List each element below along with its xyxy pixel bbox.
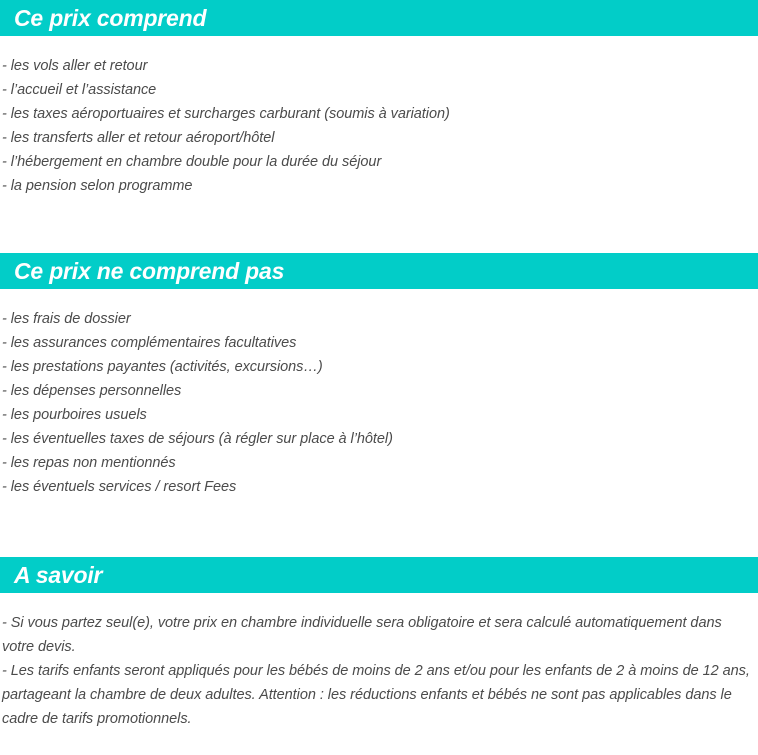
included-list [2,54,754,198]
spacer [0,593,758,611]
list-item: - la pension selon programme [2,178,193,194]
list-item: - les frais de dossier [2,311,131,327]
list-item: - l’hébergement en chambre double pour la durée du séjour [2,154,382,170]
paragraph: - Si vous partez seul(e), votre prix en chambre individuelle sera obligatoire et sera calculé automatiquement dans votre devis. [2,615,722,655]
list-item: - l’accueil et l’assistance [2,82,157,98]
paragraph: - Les tarifs enfants seront appliqués pour les bébés de moins de 2 ans et/ou pour les enfants de 2 à moins de 12 ans, partageant la chambre de deux adultes. Attention : les réductions enfants et bébés ne sont pas applicables dans le cadre de tarifs promotionnels. [2,663,750,727]
section-title-not-included: Ce prix ne comprend pas [14,258,285,284]
section-body-good-to-know [0,611,758,731]
list-item: - les transferts aller et retour aéroport/hôtel [2,130,275,146]
list-item: - les éventuels services / resort Fees [2,479,237,495]
spacer [0,198,758,253]
section-title-good-to-know: A savoir [14,562,103,588]
section-body-not-included [0,307,758,499]
section-header-included [0,0,758,36]
section-title-included: Ce prix comprend [14,5,207,31]
list-item: - les pourboires usuels [2,407,147,423]
spacer [0,499,758,557]
list-item: - les prestations payantes (activités, excursions…) [2,359,323,375]
spacer [0,36,758,54]
spacer [0,289,758,307]
list-item: - les repas non mentionnés [2,455,176,471]
not-included-list [2,307,754,499]
section-header-not-included [0,253,758,289]
section-body-included [0,54,758,198]
list-item: - les taxes aéroportuaires et surcharges carburant (soumis à variation) [2,106,450,122]
section-header-good-to-know [0,557,758,593]
list-item: - les dépenses personnelles [2,383,182,399]
list-item: - les éventuelles taxes de séjours (à régler sur place à l’hôtel) [2,431,393,447]
list-item: - les assurances complémentaires facultatives [2,335,297,351]
list-item: - les vols aller et retour [2,58,148,74]
good-to-know-paragraphs [2,611,754,731]
